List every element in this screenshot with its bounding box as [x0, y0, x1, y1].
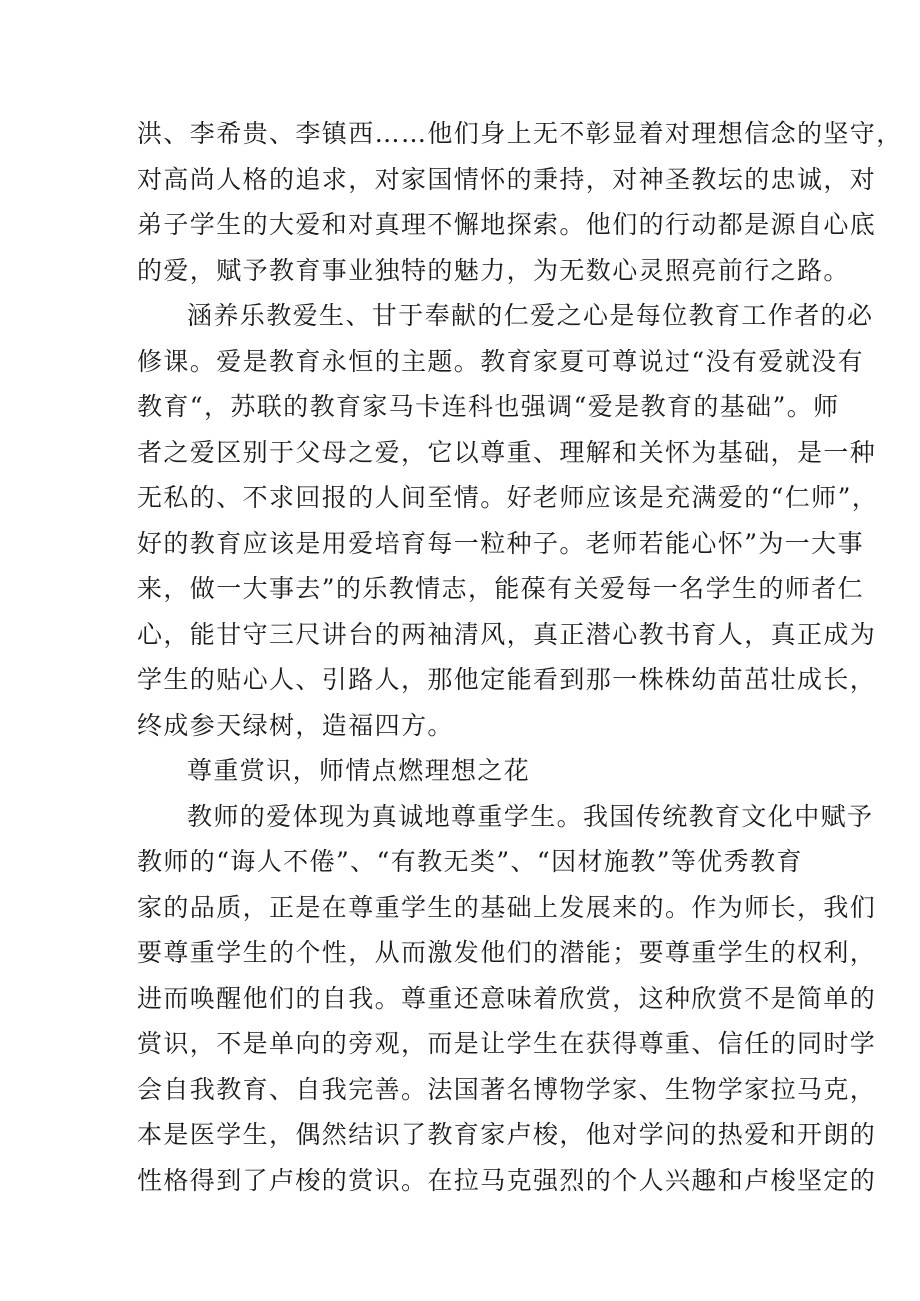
text-line: 教育“，苏联的教育家马卡连科也强调“爱是教育的基础”。师: [137, 392, 840, 421]
paragraph-first-line: 尊重赏识，师情点燃理想之花: [187, 756, 531, 785]
text-line: 修课。爱是教育永恒的主题。教育家夏可尊说过“没有爱就没有: [137, 346, 864, 376]
paragraph-first-line: 教师的爱体现为真诚地尊重学生。我国传统教育文化中赋予: [187, 801, 874, 831]
paragraph-first-line: 涵养乐教爱生、甘于奉献的仁爱之心是每位教育工作者的必: [187, 301, 874, 330]
body-text: [137, 111, 903, 1203]
text-line: 会自我教育、自我完善。法国著名博物学家、生物学家拉马克，: [137, 1074, 877, 1104]
text-line: 对高尚人格的追求，对家国情怀的秉持，对神圣教坛的忠诚，对: [137, 164, 877, 194]
text-line: 赏识，不是单向的旁观，而是让学生在获得尊重、信任的同时学: [137, 1029, 877, 1058]
text-line: 要尊重学生的个性，从而激发他们的潜能；要尊重学生的权利，: [137, 938, 877, 967]
text-line: 进而唤醒他们的自我。尊重还意味着欣赏，这种欣赏不是简单的: [137, 983, 877, 1013]
text-line: 性格得到了卢梭的赏识。在拉马克强烈的个人兴趣和卢梭坚定的: [137, 1165, 877, 1195]
text-line: 者之爱区别于父母之爱，它以尊重、理解和关怀为基础，是一种: [137, 437, 877, 467]
text-line: 教师的“诲人不倦”、“有教无类”、“因材施教”等优秀教育: [137, 847, 803, 876]
text-line: 洪、李希贵、李镇西……他们身上无不彰显着对理想信念的坚守，: [137, 119, 903, 148]
text-line: 无私的、不求回报的人间至情。好老师应该是充满爱的“仁师”，: [137, 483, 879, 512]
text-line: 心，能甘守三尺讲台的两袖清风，真正潜心教书育人，真正成为: [137, 619, 877, 649]
text-line: 学生的贴心人、引路人，那他定能看到那一株株幼苗茁壮成长，: [137, 665, 877, 694]
text-line: 终成参天绿树，造福四方。: [137, 710, 454, 740]
text-line: 的爱，赋予教育事业独特的魅力，为无数心灵照亮前行之路。: [137, 255, 850, 285]
text-line: 弟子学生的大爱和对真理不懈地探索。他们的行动都是源自心底: [137, 210, 877, 239]
text-line: 来，做一大事去”的乐教情志，能葆有关爱每一名学生的师者仁: [137, 574, 864, 603]
text-line: 本是医学生，偶然结识了教育家卢梭，他对学问的热爱和开朗的: [137, 1120, 877, 1149]
text-line: 好的教育应该是用爱培育每一粒种子。老师若能心怀”为一大事: [137, 528, 864, 558]
text-line: 家的品质，正是在尊重学生的基础上发展来的。作为师长，我们: [137, 892, 877, 922]
